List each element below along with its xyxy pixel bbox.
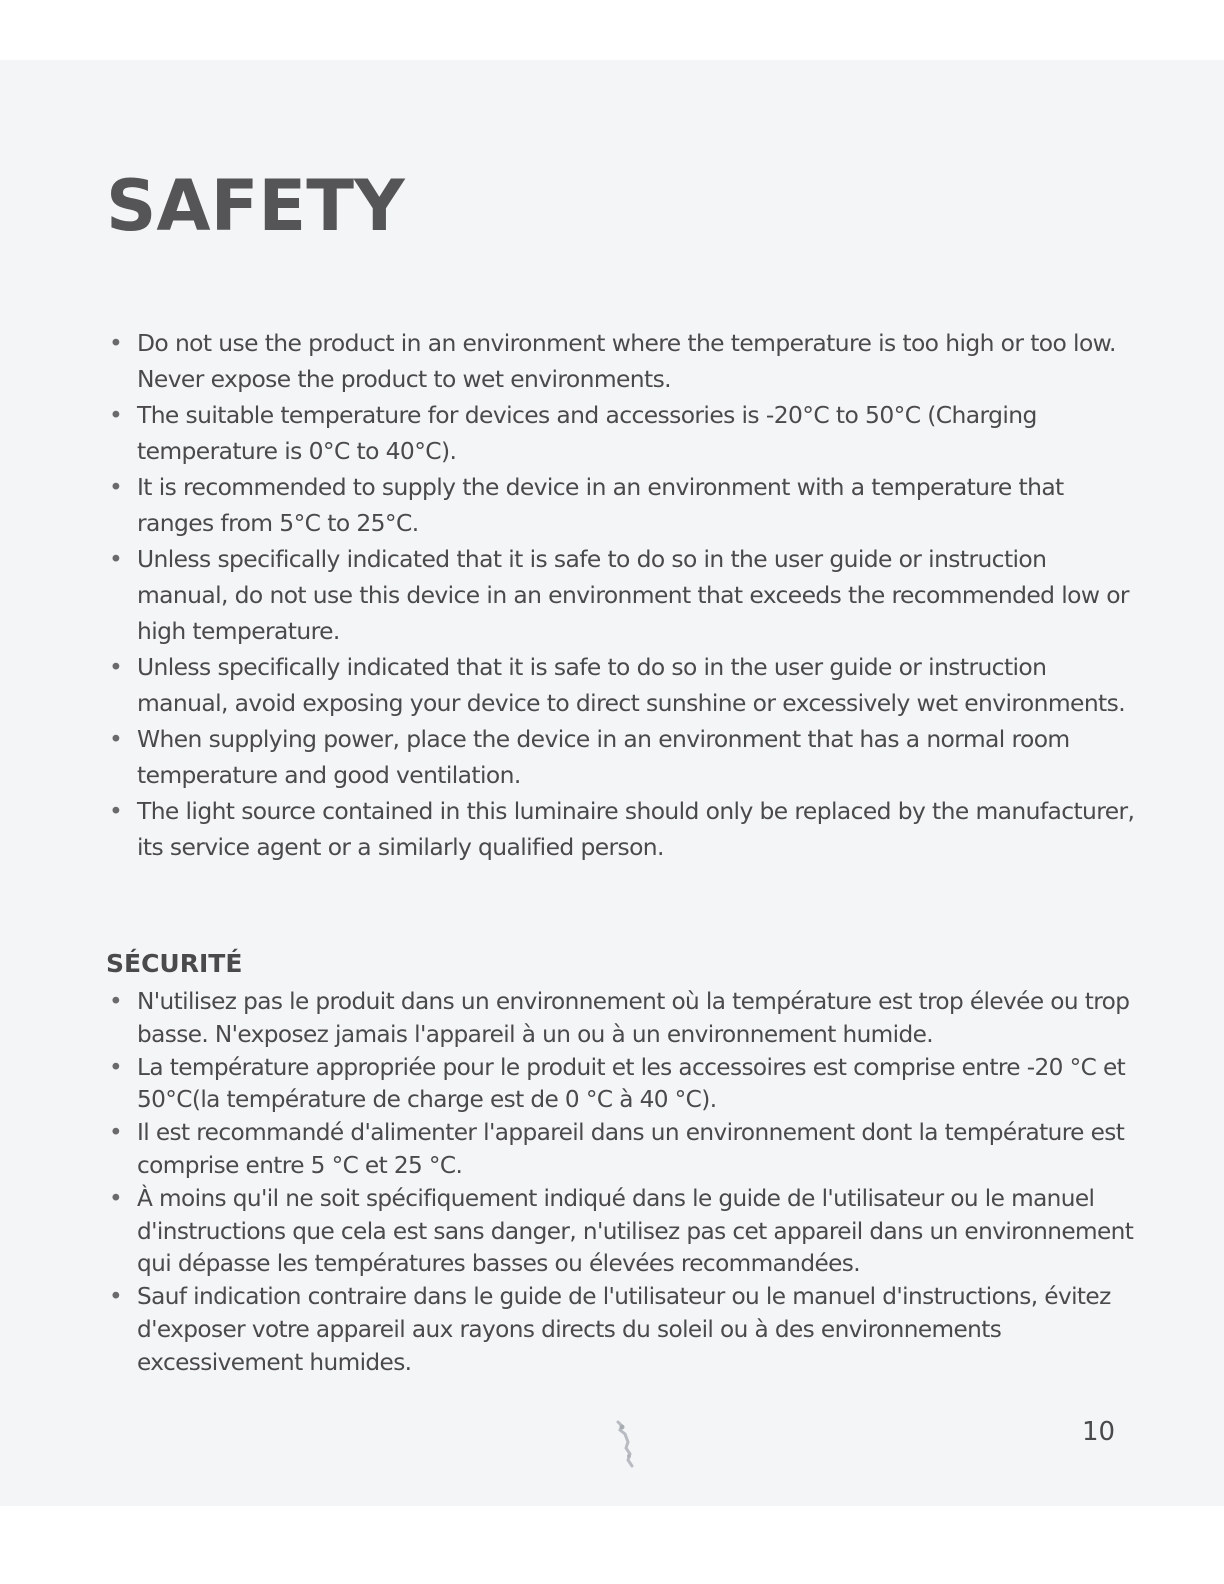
list-item: • Il est recommandé d'alimenter l'appareil dans un environnement dont la température est comprise entre 5 °C et 25 °C.	[106, 1117, 1136, 1183]
scan-smudge-icon	[612, 1418, 644, 1470]
list-item: • The suitable temperature for devices and accessories is -20°C to 50°C (Charging temperature is 0°C to 40°C).	[106, 397, 1136, 469]
manual-page	[0, 60, 1224, 1506]
page-number: 10	[1082, 1417, 1116, 1447]
english-safety-list	[106, 325, 1136, 865]
french-safety-list	[106, 986, 1136, 1380]
list-item: • À moins qu'il ne soit spécifiquement indiqué dans le guide de l'utilisateur ou le manuel d'instructions que cela est sans danger, n'utilisez pas cet appareil dans un environnement qui dépasse les températures basses ou élevées recommandées.	[106, 1183, 1136, 1281]
list-item: • N'utilisez pas le produit dans un environnement où la température est trop élevée ou trop basse. N'exposez jamais l'appareil à un ou à un environnement humide.	[106, 986, 1136, 1052]
list-item: • It is recommended to supply the device in an environment with a temperature that ranges from 5°C to 25°C.	[106, 469, 1136, 541]
french-section-title: SÉCURITÉ	[106, 949, 243, 978]
list-item: • Unless specifically indicated that it is safe to do so in the user guide or instruction manual, do not use this device in an environment that exceeds the recommended low or high temperature.	[106, 541, 1136, 649]
page-title: SAFETY	[106, 165, 405, 247]
list-item: • Do not use the product in an environment where the temperature is too high or too low. Never expose the product to wet environments.	[106, 325, 1136, 397]
list-item: • Sauf indication contraire dans le guide de l'utilisateur ou le manuel d'instructions, évitez d'exposer votre appareil aux rayons directs du soleil ou à des environnements excessivement humides.	[106, 1281, 1136, 1379]
list-item: • The light source contained in this luminaire should only be replaced by the manufacturer, its service agent or a similarly qualified person.	[106, 793, 1136, 865]
list-item: • Unless specifically indicated that it is safe to do so in the user guide or instruction manual, avoid exposing your device to direct sunshine or excessively wet environments.	[106, 649, 1136, 721]
list-item: • When supplying power, place the device in an environment that has a normal room temperature and good ventilation.	[106, 721, 1136, 793]
list-item: • La température appropriée pour le produit et les accessoires est comprise entre -20 °C et 50°C(la température de charge est de 0 °C à 40 °C).	[106, 1052, 1136, 1118]
